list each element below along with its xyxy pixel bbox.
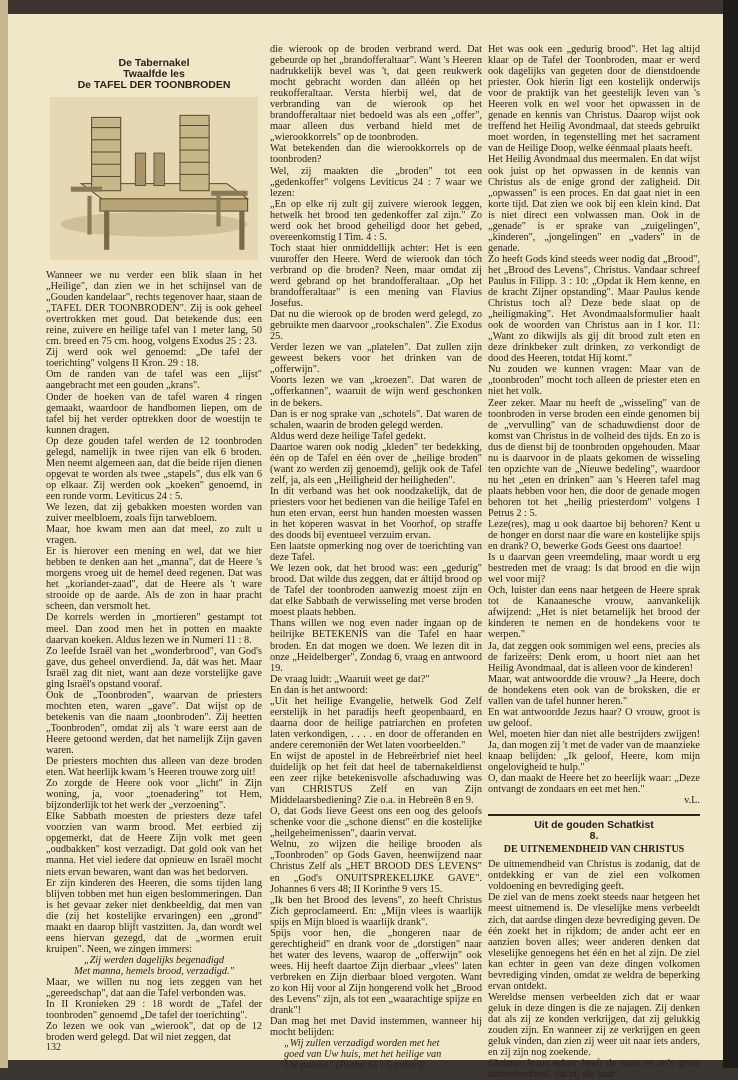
paragraph: De vraag luidt: „Waaruit weet ge dat?"	[270, 673, 430, 685]
paragraph: Wanneer we nu verder een blik slaan in het „Heilige", dan zien we in het schijnsel van de „Gouden kandelaar", rechts tegenover haar, staan de „TAFEL DER TOONBRODEN". Zij is ook geheel overtrokken met goud. Dat betekende dus: een reine, zuivere en heilige tafel van 1 meter lang, 50 cm. breed en 75 cm. hoog, volgens Exodus 25 : 23.	[46, 270, 262, 348]
paragraph: Onder de hoeken van de tafel waren 4 ringen gemaakt, waardoor de handbomen liepen, om de tafel bij het verder optrekken door de woestijn te kunnen dragen.	[46, 391, 262, 436]
quote-line-2: Met manna, hemels brood, verzadigd."	[74, 965, 234, 977]
paragraph: In dit verband was het ook noodzakelijk, dat de priesters voor het bedienen van die heilige Tafel en hun eten ervan, eerst hun handen moesten wassen in het koperen wasvat in het Voorhof, op straffe des doods bij eventueel verzuim ervan.	[270, 485, 482, 542]
paragraph: Welnu, zo wijzen die heilige brooden als „Toonbroden" op Gods Gaven, heenwijzend naar Christus Zelf als „HET BROOD DES LEVENS" en „God's ONUITSPREKELIJKE GAVE". Johannes 6 vers 48; II Korinthe 9 vers 15.	[270, 839, 482, 895]
title-line-2: Twaalfde les	[123, 68, 185, 80]
paragraph: Elke Sabbath moesten de priesters deze tafel voorzien van warm brood. Met eerbied zij opgemerkt, dat de Heere Zijn volk met geen „oudbakken" kost verzadigt. Dat gold ook van het manna. Het viel iedere dat opnieuw en Israël mocht niets ervan bewaren, want dan was het bedorven.	[46, 811, 262, 878]
paragraph: O, dan maakt de Heere het zo heerlijk waar: „Deze ontvangt de zondaars en eet met hen."	[488, 773, 700, 796]
section-subtitle: DE UITNEMENDHEID VAN CHRISTUS	[503, 844, 685, 856]
paragraph: Een laatste opmerking nog over de toerichting van deze Tafel.	[270, 541, 482, 564]
paragraph: Voorts lezen we van „kroezen". Dat waren de „offerkannen", waaruit de wijn werd geschonken in de bekers.	[270, 375, 482, 409]
paragraph: Zo lezen we ook van „wierook", dat op de 12 broden werd gelegd. Dat wil niet zeggen, dat	[46, 1021, 262, 1044]
title-line-1: De Tabernakel	[118, 57, 190, 69]
paragraph: Er zijn kinderen des Heeren, die soms tijden lang blijven tobben met hun eigen beslommeringen. Dan is het gevaar zeker niet denkbeeldig, dat men van die (zij het kostelijke ervaringen) een „grond" maakt en daarop blijft vastzitten. Ja, dan wordt wel eens hiervan gezegd, dat de „wormen eruit kruipen". Neen, we zingen immers:	[46, 877, 262, 955]
left-column	[46, 44, 262, 1044]
paragraph: „En op elke rij zult gij zuivere wierook leggen, hetwelk het brood ten gedenkoffer zal zijn." Zo werd ook het brood geheiligd door het gebed, overeenkomstig I Tim. 4 : 5.	[270, 198, 482, 243]
paragraph: Maar, we willen nu nog iets zeggen van het „gereedschap", dat aan die Tafel verbonden was.	[46, 977, 262, 1000]
paragraph: De korrels werden in „mortieren" gestampt tot meel. Dan zood men het in potten en maakte daarvan koeken. Aldus lezen we in Numeri 11 : 8.	[46, 612, 262, 646]
paragraph: O, dat Gods lieve Geest ons een oog des geloofs schenke voor die „schone dienst" en die kostelijke „heilgeheimenissen", daarin vervat.	[270, 806, 482, 840]
paragraph: De ziel van de mens zoekt steeds naar hetgeen het meest uitnemend is. De vleselijke mens verbeeldt zich, dat aardse dingen deze bevrediging geven. De één zoekt het in rijkdom; de ander acht eer en aanzien boven alles; weer anderen denken dat vleselijke genoegens het één en het al zijn. De ziel kan echter in geen van deze dingen volkomen bevrediging vinden, omdat ze weldra de beperking ervan ontdekt.	[488, 892, 700, 992]
paragraph: Spijs voor hen, die „hongeren naar de gerechtigheid" en drank voor de „dorstigen" naar het water des levens, waarop de „offerwijn" ook wees. Hij heeft daartoe Zijn dierbaar „vlees" laten verbreken en Zijn dierbaar bloed vergoten. Want zo kon Hij voor al Zijn hongerend volk het „Brood des Levens" zijn, als tot een „waarachtige spijze en drank"!	[270, 927, 482, 1017]
psalm-quote-line-1: „Wij zullen verzadigd worden met het	[284, 1038, 440, 1050]
paragraph: Christus Jezus echter heeft de ware en zo'n grote uitnemendheid, dat zij die haar	[488, 1058, 700, 1080]
showbread-table-illustration	[50, 97, 258, 260]
page-number: 132	[46, 1042, 61, 1053]
paragraph: En dan is het antwoord:	[270, 684, 368, 696]
page-right-edge	[723, 0, 738, 1068]
paragraph: Zij werd ook wel genoemd: „De tafel der toerichting" volgens II Kron. 29 : 18.	[46, 347, 262, 370]
paragraph: Dan mag het met David instemmen, wanneer hij mocht belijden:	[270, 1016, 482, 1039]
right-column	[488, 44, 700, 1080]
paragraph: Het Heilig Avondmaal dus meermalen. En dat wijst ook juist op het opwassen in de kennis van Christus als de enige grond der zaligheid. Dit „opwassen" is een proces. En dat gaat niet in een korte tijd. Dat zien we ook bij een klein kind. Dat is niet direct een volwassen man. Ook in de „genade" is er sprake van „zuigelingen", „kinderen", „jongelingen" en „vaders" in de genade.	[488, 154, 700, 254]
paragraph: „Uit het heilige Evangelie, hetwelk God Zelf eerstelijk in het paradijs heeft geopenbaard, en daarna door de heilige patriarchen en profeten laten verkondigen, . . . . en door de offeranden en andere ceremoniën der Wet laten voorbeelden."	[270, 695, 482, 751]
paragraph: Wereldse mensen verbeelden zich dat er waar geluk in deze dingen is die ze najagen. Zij denken dat als zij ze konden verkrijgen, dat zij gelukkig zouden zijn. En wanneer zij ze verkrijgen en geen geluk vinden, dan zien zij weer uit naar iets anders, en zij zijn nog zoekende.	[488, 991, 700, 1059]
paragraph: Maar, wat antwoordde die vrouw? „Ja Heere, doch de hondekens eten ook van de broksken, die er vallen van de tafel hunner heren."	[488, 673, 700, 707]
paragraph: De priesters mochten dus alleen van deze broden eten. Wat heerlijk kwam 's Heeren trouwe zorg uit!	[46, 756, 262, 779]
table-drawing	[50, 97, 258, 260]
paragraph: Zo heeft Gods kind steeds weer nodig dat „Brood", het „Brood des Levens", Christus. Vandaar schreef Paulus in Filipp. 3 : 10: „Opdat ik Hem kenne, en de kracht Zijner opstanding". Maar Paulus kende Christus toch al? Deze bede slaat op de „heiligmaking". Het Avondmaalsformulier haalt ook de woorden van Christus aan in I kor. 11: „Want zo dikwijls als gij dit brood zult eten en deze drinkbeker zult drinken, zo verkondigt de dood des Heeren, totdat Hij komt."	[488, 253, 700, 365]
paragraph: Leze(res), mag u ook daartoe bij behoren? Kent u de honger en dorst naar die ware en kostelijke spijs en drank? O, bewerke Gods Geest ons daartoe!	[488, 519, 700, 553]
paragraph: Op deze gouden tafel werden de 12 toonbroden gelegd, namelijk in twee rijen van elk 6 broden. Men neemt algemeen aan, dat die beide rijen dienen opgevat te worden als twee „stapels", dus elk van 6 op elkaar. Zij werden ook „koeken" genoemd, in een ronde vorm. Leviticus 24 : 5.	[46, 435, 262, 502]
author-signature: v.L.	[684, 795, 700, 807]
paragraph: Maar, hoe kwam men aan dat meel, zo zult u vragen.	[46, 524, 262, 547]
paragraph: Och, luister dan eens naar hetgeen de Heere sprak tot de Kanaanesche vrouw, aanvankelijk afwijzend: „Het is niet betamelijk het brood der kinderen te nemen en de hondekens voor te werpen."	[488, 585, 700, 641]
paragraph: En wijst de apostel in de Hebreërbrief niet heel duidelijk op het feit dat heel de tabernakeldienst een zeer rijke betekenisvolle afschaduwing was van CHRISTUS Zelf en van Zijn Middelaarsbediening? Zie o.a. in Hebreën 8 en 9.	[270, 751, 482, 807]
middle-column	[270, 44, 482, 1072]
paragraph: Zo zorgde de Heere ook voor „licht" in Zijn woning, ja, voor „toenadering" tot Hem, bijzonderlijk tot het werk der „verzoening".	[46, 778, 262, 812]
quote-line-1: „Zij werden dagelijks begenadigd	[83, 954, 225, 966]
paragraph: Ook de „Toonbroden", waarvan de priesters mochten eten, waren „gave". Dat wijst op de betekenis van die naam „toonbroden". Zij heetten „Toonbroden", omdat zij als 't ware eerst aan de Heere getoond werden, dat het namelijk Zijn gaven waren.	[46, 689, 262, 757]
paragraph: „Ik ben het Brood des levens", zo heeft Christus Zich geproclameerd. En: „Mijn vlees is waarlijk spijs en Mijn bloed is waarlijk drank".	[270, 894, 482, 928]
section-divider	[488, 814, 700, 816]
paragraph: Wel, zij maakten die „broden" tot een „gedenkoffer" volgens Leviticus 24 : 7 waar we lezen:	[270, 165, 482, 199]
paragraph: Dat nu die wierook op de broden werd gelegd, zo gebruikte men daarvoor „rookschalen". Zie Exodus 25.	[270, 309, 482, 343]
title-line-3: De TAFEL DER TOONBRODEN	[77, 79, 231, 91]
article-title	[46, 58, 262, 91]
magazine-page	[8, 14, 723, 1080]
paragraph: Verder lezen we van „platelen". Dat zullen zijn geweest bekers voor het drinken van de „offerwijn".	[270, 342, 482, 376]
article-body	[46, 270, 262, 1043]
paragraph: Daartoe waren ook nodig „kleden" ter bedekking, één op de Tafel en één over de „heilige broden" (want zo werden zij genoemd), gelijk ook de Tafel zelf, ja, als een „Heiligheid der heiligheden".	[270, 441, 482, 486]
paragraph: We lezen ook, dat het brood was: een „gedurig" brood. Dat wilde dus zeggen, dat er áltijd brood op de Tafel der toonbroden aanwezig moest zijn en dat elke Sabbath de verwisseling met verse broden moest plaats hebben.	[270, 563, 482, 619]
paragraph: Dan is er nog sprake van „schotels". Dat waren de schalen, waarin de broden gelegd werden.	[270, 408, 482, 431]
paragraph: In II Kronieken 29 : 18 wordt de „Tafel der toonbroden" genoemd „De tafel der toerichting".	[46, 999, 262, 1022]
paragraph: Er is hierover een mening en wel, dat we hier hebben te denken aan het „manna", dat de Heere 's morgens vroeg uit de hemel deed regenen. Dat was het „koriander-zaad", dat de Heere als 't ware strooide op de aarde. Als de zon in haar pracht scheen, dan versmolt het.	[46, 546, 262, 613]
psalm-quote-line-3: Uw paleis!" (Psalm 65 : 5 onber.).	[284, 1060, 426, 1072]
psalm-quote-line-2: goed van Uw huis, met het heilige van	[284, 1049, 442, 1061]
paragraph: Zeer zeker. Maar nu heeft de „wisseling" van de toonbroden in verse broden een einde genomen bij de „vervulling" van de schaduwdienst door de komst van Christus in de volheid des tijds. En zo is dus de dienst bij de toonbroden opgehouden. Maar nu is daarvoor in de plaats gekomen de wisseling ten opzichte van de „Nieuwe bedeling", waardoor nu het „eten en drinken" aan 's Heeren tafel mag plaats hebben voor hen, die door de genade mogen behoren tot het „heilig priesterdom" volgens I Petrus 2 : 5.	[488, 397, 700, 519]
paragraph: En wat antwoordde Jezus haar? O vrouw, groot is uw geloof.	[488, 706, 700, 729]
paragraph: Ja, dat zeggen ook sommigen wel eens, precies als de farizeërs: Denk erom, u hoort niet aan het Heilig Avondmaal, dat is alleen voor de kinderen!	[488, 640, 700, 674]
paragraph: die wierook op de broden verbrand werd. Dat gebeurde op het „brandofferaltaar". Want 's Heeren nadrukkelijk bevel was 't, dat geen reukwerk mocht gebracht worden dan alléén op het reukofferaltaar. Versta hierbij wel, dat de verbranding van de wierook op het brandofferaltaar niet bedoeld was als een „offer", maar alleen dus verband hield met de „wierookkorrels" op de toonbroden.	[270, 44, 482, 144]
paragraph: Wel, moeten hier dan niet alle bestrijders zwijgen! Ja, dan mogen zij 't met de vader van de maanzieke knaap belijden: „Ik geloof, Heere, kom mijn ongelovigheid te hulp."	[488, 728, 700, 774]
paragraph: Thans willen we nog even nader ingaan op de heilrijke BETEKENIS van die Tafel en haar broden. En dat mogen we doen. We lezen dit in onze „Heidelberger", Zondag 6, vraag en antwoord 19.	[270, 618, 482, 674]
paragraph: Om de randen van de tafel was een „lijst" aangebracht met een gouden „krans".	[46, 369, 262, 392]
section-title	[488, 820, 700, 842]
paragraph: Is u daarvan geen vreemdeling, maar wordt u erg bestreden met de vraag: Is dat brood en die wijn wel voor mij?	[488, 552, 700, 586]
paragraph: Nu zouden we kunnen vragen: Maar van de „toonbroden" mocht toch alleen de priester eten en niet het volk.	[488, 364, 700, 398]
paragraph: We lezen, dat zij gebakken moesten worden van zuiver meelbloem, zoals fijn tarwebloem.	[46, 501, 262, 525]
page-binding-edge	[0, 0, 8, 1068]
paragraph: Het was ook een „gedurig brood". Het lag altijd klaar op de Tafel der Toonbroden, maar er werd ook dagelijks van gegeten door de dienstdoende priester. Ook hierin ligt een kostelijk onderwijs voor de praktijk van het geestelijk leven van 's Heeren volk en wel voor het opwassen in de genade en kennis van Christus. Daarop wijst ook treffend het Heilig Avondmaal, dat steeds gebruikt moet worden, in tegenstelling met het sacrament van de Heilige Doop, welke éénmaal plaats heeft.	[488, 44, 700, 155]
paragraph: Aldus werd deze heilige Tafel gedekt.	[270, 430, 426, 442]
section-title-line-1: Uit de gouden Schatkist	[534, 819, 654, 832]
section-title-line-2: 8.	[589, 830, 599, 843]
paragraph: Toch staat hier onmiddellijk achter: Het is een vuuroffer den Heere. Werd de wierook dan tóch verbrand op die broden? Neen, maar omdat zij werd gebrand op het brandofferaltaar. „Op het brandofferaltaar" is een mening van Flavius Josefus.	[270, 242, 482, 310]
paragraph: Wat betekenden dan die wierookkorrels op de toonbroden?	[270, 143, 482, 166]
paragraph: De uitnemendheid van Christus is zodanig, dat de ontdekking er van de ziel een volkomen voldoening en bevrediging geeft.	[488, 859, 700, 893]
paragraph: Zo leefde Israël van het „wonderbrood", van God's gave, dus geheel onverdiend. Ja, dát was het. Maar Israël zag dit niet, want aan deze vorstelijke gave ging Israël's opstand vooraf.	[46, 645, 262, 690]
